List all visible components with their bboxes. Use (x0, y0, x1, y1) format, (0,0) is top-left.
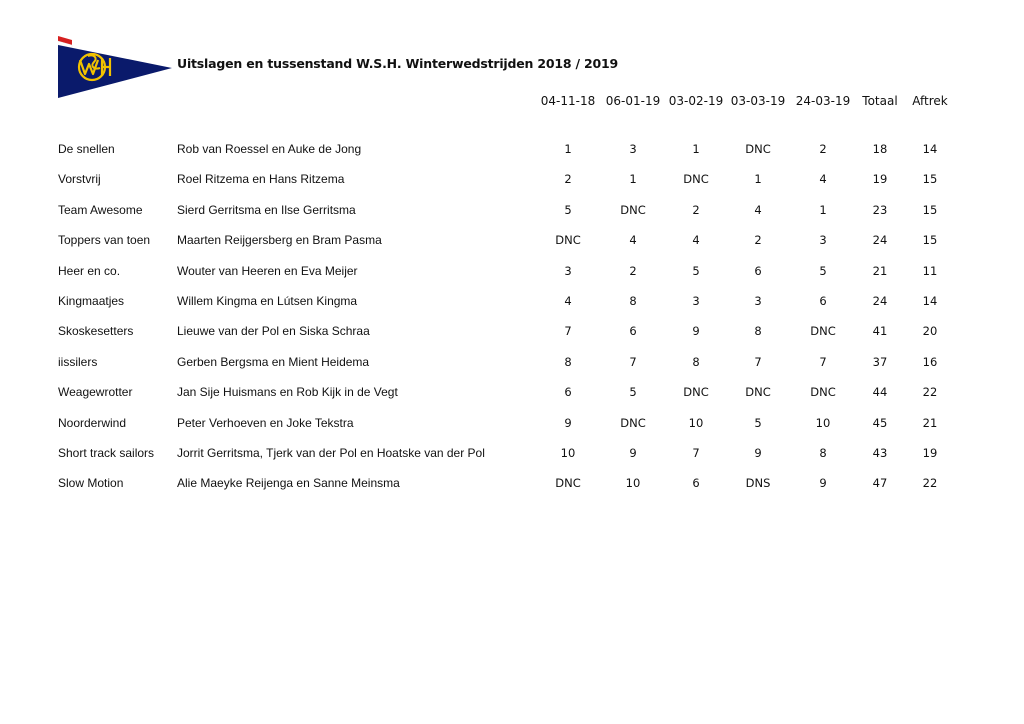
table-row (0, 139, 1024, 159)
score-cell: DNC (745, 385, 771, 400)
score-cell: 4 (692, 233, 700, 248)
score-cell: DNC (555, 233, 581, 248)
score-cell: 22 (922, 385, 938, 400)
score-cell: 19 (872, 172, 888, 187)
score-cell: 20 (922, 324, 938, 339)
crew-names: Wouter van Heeren en Eva Meijer (177, 263, 358, 278)
score-cell: 8 (629, 294, 637, 308)
page-title: Uitslagen en tussenstand W.S.H. Winterwedstrijden 2018 / 2019 (177, 56, 619, 71)
score-cell: 9 (819, 476, 827, 491)
score-cell: 44 (872, 385, 888, 400)
table-row (0, 291, 1024, 311)
score-cell: 14 (922, 142, 938, 156)
score-cell: 3 (754, 294, 762, 308)
crew-names: Sierd Gerritsma en Ilse Gerritsma (177, 202, 356, 217)
score-cell: 6 (692, 476, 700, 491)
team-name: Kingmaatjes (58, 294, 125, 308)
score-cell: 2 (754, 233, 762, 248)
table-row (0, 473, 1024, 493)
score-cell: 6 (629, 324, 637, 339)
score-cell: 5 (692, 263, 700, 278)
score-cell: 47 (872, 476, 888, 491)
crew-names: Jan Sije Huismans en Rob Kijk in de Vegt (177, 385, 398, 400)
crew-names: Peter Verhoeven en Joke Tekstra (177, 415, 354, 430)
team-name: Slow Motion (58, 476, 124, 491)
score-cell: 4 (564, 294, 572, 308)
score-cell: 18 (872, 142, 888, 156)
score-cell: 37 (872, 354, 888, 369)
score-cell: 6 (819, 294, 827, 308)
score-cell: DNC (683, 385, 709, 400)
score-cell: 7 (629, 354, 637, 369)
score-cell: 2 (692, 202, 700, 217)
score-cell: 1 (819, 202, 827, 217)
score-cell: 1 (564, 142, 572, 156)
score-cell: 23 (872, 202, 888, 217)
crew-names: Lieuwe van der Pol en Siska Schraa (177, 324, 370, 339)
score-cell: 9 (754, 446, 762, 460)
score-cell: 24 (872, 233, 888, 248)
score-cell: 4 (819, 172, 827, 187)
column-header: Aftrek (912, 94, 948, 108)
table-row (0, 169, 1024, 189)
score-cell: 15 (922, 172, 938, 187)
score-cell: 6 (754, 263, 762, 278)
score-cell: 7 (564, 324, 572, 339)
column-header: 03-02-19 (668, 94, 724, 108)
table-row (0, 443, 1024, 463)
score-cell: 11 (922, 263, 938, 278)
team-name: Heer en co. (58, 263, 121, 278)
score-cell: 9 (564, 415, 572, 430)
score-cell: 8 (754, 324, 762, 339)
score-cell: 7 (692, 446, 700, 460)
score-cell: 10 (688, 415, 704, 430)
score-cell: DNC (620, 415, 646, 430)
score-cell: DNC (745, 142, 771, 156)
score-cell: 45 (872, 415, 888, 430)
score-cell: DNS (745, 476, 771, 491)
score-cell: DNC (683, 172, 709, 187)
column-header: 24-03-19 (795, 94, 851, 108)
score-cell: 15 (922, 233, 938, 248)
column-header: 03-03-19 (730, 94, 786, 108)
table-row (0, 352, 1024, 372)
crew-names: Maarten Reijgersberg en Bram Pasma (177, 233, 382, 248)
score-cell: 8 (819, 446, 827, 460)
table-row (0, 413, 1024, 433)
crew-names: Willem Kingma en Lútsen Kingma (177, 294, 358, 308)
score-cell: 1 (629, 172, 637, 187)
team-name: Weagewrotter (58, 385, 133, 400)
score-cell: 10 (625, 476, 641, 491)
score-cell: DNC (620, 202, 646, 217)
score-cell: 43 (872, 446, 888, 460)
score-cell: 22 (922, 476, 938, 491)
crew-names: Gerben Bergsma en Mient Heidema (177, 354, 370, 369)
score-cell: 1 (692, 142, 700, 156)
score-cell: 41 (872, 324, 888, 339)
score-cell: 3 (819, 233, 827, 248)
score-cell: 21 (872, 263, 888, 278)
table-row (0, 382, 1024, 402)
column-header: 04-11-18 (540, 94, 596, 108)
table-row (0, 261, 1024, 281)
score-cell: 2 (564, 172, 572, 187)
table-row (0, 230, 1024, 250)
column-header: 06-01-19 (605, 94, 661, 108)
score-cell: 5 (629, 385, 637, 400)
team-name: iissilers (58, 354, 98, 369)
wsh-burgee-logo-icon (58, 36, 174, 100)
team-name: De snellen (58, 142, 115, 156)
score-cell: 5 (564, 202, 572, 217)
team-name: Toppers van toen (58, 233, 151, 248)
score-cell: 2 (629, 263, 637, 278)
score-cell: 3 (629, 142, 637, 156)
crew-names: Alie Maeyke Reijenga en Sanne Meinsma (177, 476, 400, 491)
score-cell: 24 (872, 294, 888, 308)
score-cell: 3 (564, 263, 572, 278)
score-cell: 5 (819, 263, 827, 278)
score-cell: 3 (692, 294, 700, 308)
score-cell: 4 (754, 202, 762, 217)
score-cell: 21 (922, 415, 938, 430)
table-row (0, 200, 1024, 220)
score-cell: 5 (754, 415, 762, 430)
score-cell: 10 (560, 446, 576, 460)
team-name: Skoskesetters (58, 324, 134, 339)
score-cell: 4 (629, 233, 637, 248)
table-row (0, 321, 1024, 341)
score-cell: 16 (922, 354, 938, 369)
score-cell: 2 (819, 142, 827, 156)
team-name: Short track sailors (58, 446, 155, 460)
score-cell: 19 (922, 446, 938, 460)
score-cell: 9 (692, 324, 700, 339)
score-cell: 1 (754, 172, 762, 187)
team-name: Noorderwind (58, 415, 127, 430)
crew-names: Jorrit Gerritsma, Tjerk van der Pol en Hoatske van der Pol (177, 446, 485, 460)
crew-names: Rob van Roessel en Auke de Jong (177, 142, 362, 156)
score-cell: 10 (815, 415, 831, 430)
score-cell: 8 (692, 354, 700, 369)
score-cell: 7 (754, 354, 762, 369)
crew-names: Roel Ritzema en Hans Ritzema (177, 172, 345, 187)
score-cell: DNC (810, 385, 836, 400)
score-cell: 14 (922, 294, 938, 308)
team-name: Team Awesome (58, 202, 143, 217)
column-header: Totaal (862, 94, 898, 108)
score-cell: DNC (555, 476, 581, 491)
score-cell: 9 (629, 446, 637, 460)
score-cell: 15 (922, 202, 938, 217)
score-cell: 6 (564, 385, 572, 400)
score-cell: DNC (810, 324, 836, 339)
team-name: Vorstvrij (58, 172, 101, 187)
score-cell: 7 (819, 354, 827, 369)
score-cell: 8 (564, 354, 572, 369)
